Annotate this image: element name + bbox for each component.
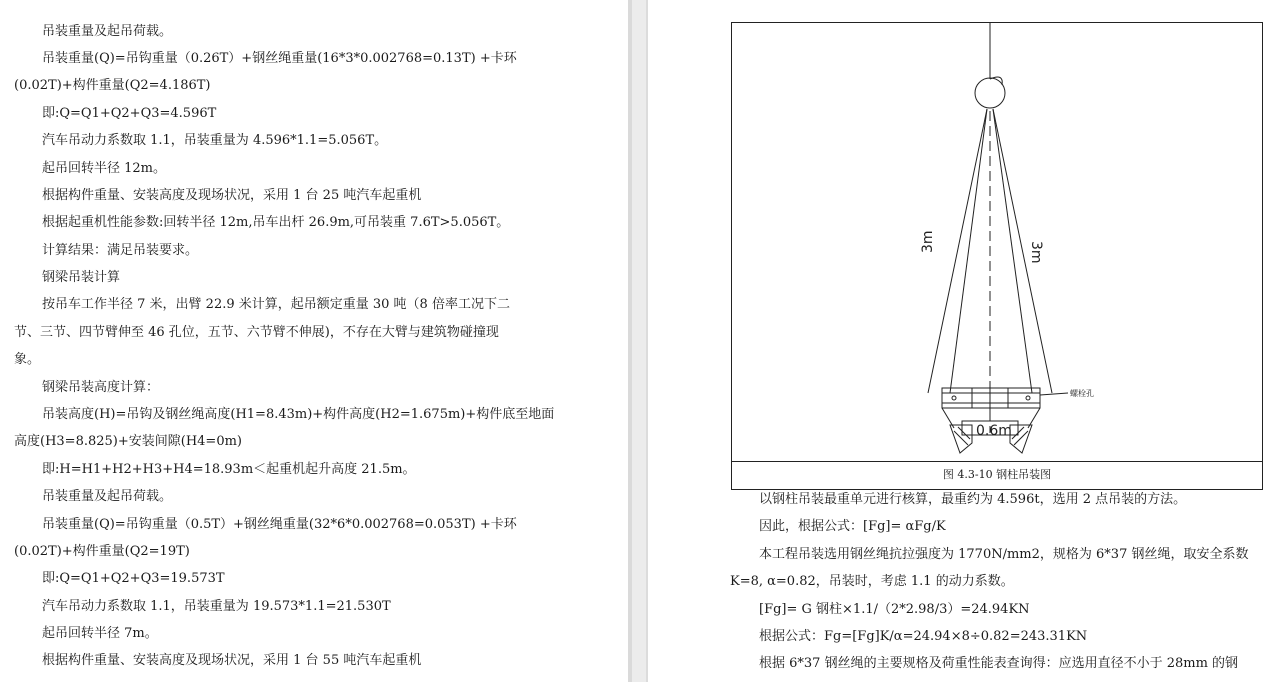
paragraph-line: (0.02T)+构件重量(Q2=19T) [14,544,190,559]
document-page-right [648,0,1278,682]
paragraph-line: 按吊车工作半径 7 米，出臂 22.9 米计算，起吊额定重量 30 吨（8 倍率工况下二 [42,297,510,312]
column-top-plate [942,388,1040,408]
paragraph-line: 高度(H3=8.825)+安装间隙(H4=0m) [14,434,242,449]
paragraph-line: 因此，根据公式：[Fg]= αFg/K [759,519,946,534]
sling-length-label-left: 3m [920,230,936,253]
gusset-right [1010,425,1032,453]
paragraph-line: 即:Q=Q1+Q2+Q3=19.573T [42,571,225,586]
paragraph-line: K=8, α=0.82，吊装时，考虑 1.1 的动力系数。 [730,574,1014,589]
paragraph-line: 根据构件重量、安装高度及现场状况，采用 1 台 25 吨汽车起重机 [42,188,422,203]
paragraph-line: 汽车吊动力系数取 1.1，吊装重量为 4.596*1.1=5.056T。 [42,133,388,148]
paragraph-line: 吊装高度(H)=吊钩及钢丝绳高度(H1=8.43m)+构件高度(H2=1.675m)+构件底至地面 [42,407,555,422]
paragraph-line: 节、三节、四节臂伸至 46 孔位，五节、六节臂不伸展)，不存在大臂与建筑物碰撞现 [14,325,499,340]
figure-steel-column-lifting [731,22,1263,490]
bolt-hole [952,396,956,400]
paragraph-line: 吊装重量及起吊荷载。 [42,24,173,39]
paragraph-line: 象。 [14,352,41,367]
paragraph-line: 以钢柱吊装最重单元进行核算，最重约为 4.596t，选用 2 点吊装的方法。 [759,492,1187,507]
paragraph-line: 根据 6*37 钢丝绳的主要规格及荷重性能表查询得：应选用直径不小于 28mm 的钢 [759,656,1239,671]
hook-tip [990,77,1002,85]
paragraph-line: 即:Q=Q1+Q2+Q3=4.596T [42,106,217,121]
sling-right-inner [993,109,1032,393]
paragraph-line: 起吊回转半径 7m。 [42,626,158,641]
paragraph-line: (0.02T)+构件重量(Q2=4.186T) [14,78,211,93]
paragraph-line: [Fg]= G 钢柱×1.1/（2*2.98/3）=24.94KN [759,602,1030,617]
section-heading: 钢梁吊装计算 [42,270,121,285]
paragraph-line: 根据公式：Fg=[Fg]K/α=24.94×8÷0.82=243.31KN [759,629,1088,644]
paragraph-line: 吊装重量(Q)=吊钩重量（0.5T）+钢丝绳重量(32*6*0.002768=0.053T) +卡环 [42,517,517,532]
paragraph-line: 吊装重量及起吊荷载。 [42,489,173,504]
paragraph-line: 根据起重机性能参数:回转半径 12m,吊车出杆 26.9m,可吊装重 7.6T>5.056T。 [42,215,510,230]
document-page-left [0,0,628,682]
paragraph-line: 根据构件重量、安装高度及现场状况，采用 1 台 55 吨汽车起重机 [42,653,422,668]
page-gutter [628,0,648,682]
paragraph-line: 即:H=H1+H2+H3+H4=18.93m＜起重机起升高度 21.5m。 [42,462,416,477]
paragraph-line: 起吊回转半径 12m。 [42,161,167,176]
gusset-left [950,425,972,453]
bolt-hole-label: 螺栓孔 [1070,389,1094,398]
figure-caption: 图 4.3-10 钢柱吊装图 [732,461,1262,489]
sling-left-outer [928,109,987,393]
sling-left-inner [950,109,987,393]
sling-length-label-right: 3m [1028,241,1044,264]
section-heading: 钢梁吊装高度计算： [42,380,160,395]
crane-hook [975,78,1005,108]
bolt-hole [1026,396,1030,400]
paragraph-line: 汽车吊动力系数取 1.1，吊装重量为 19.573*1.1=21.530T [42,599,391,614]
paragraph-line: 计算结果：满足吊装要求。 [42,243,199,258]
paragraph-line: 吊装重量(Q)=吊钩重量（0.26T）+钢丝绳重量(16*3*0.002768=0.13T) +卡环 [42,51,517,66]
paragraph-line: 本工程吊装选用钢丝绳抗拉强度为 1770N/mm2，规格为 6*37 钢丝绳，取安全系数 [759,547,1249,562]
lifting-diagram [732,23,1262,463]
column-width-label: 0.6m [976,423,1012,439]
bolt-callout-line [1040,393,1068,395]
